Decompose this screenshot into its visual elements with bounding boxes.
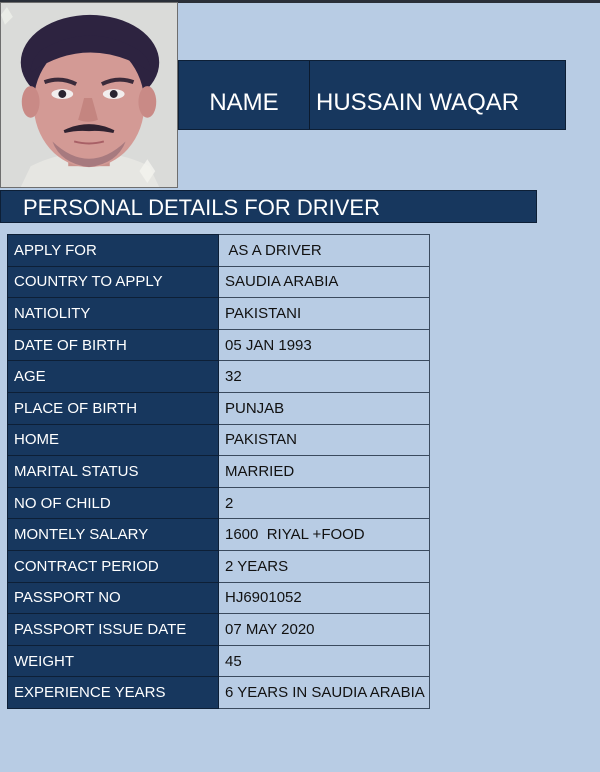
detail-label: PLACE OF BIRTH — [8, 392, 219, 424]
detail-label: HOME — [8, 424, 219, 456]
detail-value: PUNJAB — [219, 392, 430, 424]
table-row — [8, 677, 430, 709]
detail-value: HJ6901052 — [219, 582, 430, 614]
detail-label: APPLY FOR — [8, 235, 219, 267]
table-row — [8, 582, 430, 614]
detail-value: 1600 RIYAL +FOOD — [219, 519, 430, 551]
detail-value: PAKISTANI — [219, 298, 430, 330]
detail-value: 6 YEARS IN SAUDIA ARABIA — [219, 677, 430, 709]
detail-value: 2 YEARS — [219, 550, 430, 582]
table-row — [8, 298, 430, 330]
detail-value: 07 MAY 2020 — [219, 614, 430, 646]
detail-value: PAKISTAN — [219, 424, 430, 456]
detail-label: WEIGHT — [8, 645, 219, 677]
detail-value: AS A DRIVER — [219, 235, 430, 267]
detail-label: COUNTRY TO APPLY — [8, 266, 219, 298]
table-row — [8, 519, 430, 551]
table-row — [8, 645, 430, 677]
table-row — [8, 424, 430, 456]
detail-value: 45 — [219, 645, 430, 677]
table-row — [8, 550, 430, 582]
personal-details-table — [7, 234, 430, 709]
detail-label: EXPERIENCE YEARS — [8, 677, 219, 709]
detail-value: 05 JAN 1993 — [219, 329, 430, 361]
section-title: PERSONAL DETAILS FOR DRIVER — [0, 190, 537, 223]
detail-label: AGE — [8, 361, 219, 393]
table-row — [8, 614, 430, 646]
name-value: HUSSAIN WAQAR — [316, 89, 520, 116]
detail-label: NATIOLITY — [8, 298, 219, 330]
detail-label: PASSPORT ISSUE DATE — [8, 614, 219, 646]
detail-label: MARITAL STATUS — [8, 456, 219, 488]
detail-value: 2 — [219, 487, 430, 519]
applicant-photo — [0, 2, 178, 188]
name-label: NAME — [179, 61, 310, 129]
detail-label: CONTRACT PERIOD — [8, 550, 219, 582]
table-row — [8, 266, 430, 298]
table-row — [8, 235, 430, 267]
detail-label: NO OF CHILD — [8, 487, 219, 519]
detail-label: PASSPORT NO — [8, 582, 219, 614]
person-photo-icon — [1, 3, 177, 187]
table-row — [8, 392, 430, 424]
detail-label: MONTELY SALARY — [8, 519, 219, 551]
table-row — [8, 361, 430, 393]
detail-label: DATE OF BIRTH — [8, 329, 219, 361]
table-row — [8, 329, 430, 361]
table-row — [8, 487, 430, 519]
detail-value: SAUDIA ARABIA — [219, 266, 430, 298]
detail-value: MARRIED — [219, 456, 430, 488]
table-row — [8, 456, 430, 488]
detail-value: 32 — [219, 361, 430, 393]
name-header — [178, 60, 566, 130]
